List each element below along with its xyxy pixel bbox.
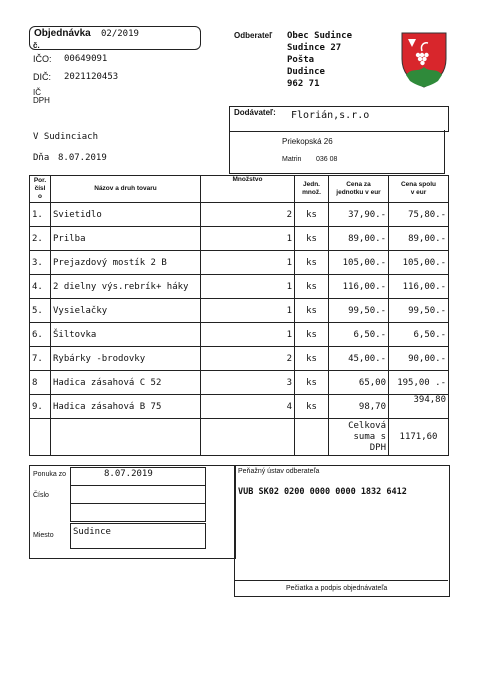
- order-number: 02/2019: [101, 29, 139, 39]
- order-label: Objednávka: [34, 28, 91, 39]
- ico-label: IČO:: [33, 54, 52, 64]
- buyer-line-2: Sudince 27: [287, 43, 342, 53]
- date-label: Dňa: [33, 153, 50, 163]
- item-name: Hadica zásahová C 52: [51, 371, 201, 395]
- bank-label: Peňažný ústav odberateľa: [238, 468, 320, 475]
- col-header-no: Por. čísl o: [30, 176, 51, 203]
- number-field: [70, 485, 206, 504]
- item-name: Hadica zásahová B 75: [51, 395, 201, 419]
- icdph-label-1: IČ: [33, 88, 41, 97]
- item-qty: 1: [201, 275, 295, 299]
- item-total: 90,00.-: [389, 347, 449, 371]
- offer-label: Ponuka zo: [33, 471, 67, 478]
- item-name: 2 dielny výs.rebrík+ háky: [51, 275, 201, 299]
- number-label: Číslo: [33, 492, 49, 499]
- item-name: Šiltovka: [51, 323, 201, 347]
- place-value: Sudince: [73, 527, 111, 537]
- dic-value: 2021120453: [64, 72, 119, 82]
- item-unit: ks: [295, 371, 329, 395]
- table-row: [30, 275, 449, 299]
- item-price: 105,00.-: [329, 251, 389, 275]
- sum-row: [30, 419, 449, 456]
- item-total: 105,00.-: [389, 251, 449, 275]
- item-total: 116,00.-: [389, 275, 449, 299]
- table-row: [30, 371, 449, 395]
- supplier-city: Matrin: [282, 156, 302, 163]
- col-header-price: Cena za jednotku v eur: [329, 176, 389, 203]
- item-unit: ks: [295, 299, 329, 323]
- item-price: 99,50.-: [329, 299, 389, 323]
- table-row: [30, 395, 449, 419]
- col-header-unit: Jedn. množ.: [295, 176, 329, 203]
- place-label: Miesto: [33, 532, 54, 539]
- order-number-label: č.: [33, 41, 40, 50]
- table-row: [30, 347, 449, 371]
- buyer-label: Odberateľ: [234, 31, 273, 40]
- row-number: 6.: [30, 323, 51, 347]
- place-text: V Sudinciach: [33, 132, 99, 142]
- sum-value: 1171,60: [389, 419, 449, 456]
- supplier-zip: 036 08: [316, 156, 338, 163]
- item-qty: 1: [201, 251, 295, 275]
- item-price: 116,00.-: [329, 275, 389, 299]
- number-field-2: [70, 503, 206, 522]
- item-qty: 4: [201, 395, 295, 419]
- row-number: 8: [30, 371, 51, 395]
- table-row: [30, 203, 449, 227]
- item-price: 6,50.-: [329, 323, 389, 347]
- table-row: [30, 227, 449, 251]
- item-unit: ks: [295, 275, 329, 299]
- items-table: [29, 175, 449, 456]
- coat-of-arms-icon: [398, 29, 450, 89]
- buyer-line-3: Pošta: [287, 55, 315, 65]
- item-total: 6,50.-: [389, 323, 449, 347]
- buyer-line-1: Obec Sudince: [287, 31, 353, 41]
- item-qty: 2: [201, 203, 295, 227]
- date-value: 8.07.2019: [58, 153, 107, 163]
- sum-empty-cell: [295, 419, 329, 456]
- signature-line: [234, 580, 448, 581]
- item-qty: 1: [201, 227, 295, 251]
- row-number: 9.: [30, 395, 51, 419]
- sum-empty-cell: [201, 419, 295, 456]
- icdph-label-2: DPH: [33, 96, 50, 105]
- item-price: 98,70: [329, 395, 389, 419]
- col-header-qty: Množstvo: [201, 176, 295, 203]
- supplier-name: Florián,s.r.o: [291, 110, 370, 121]
- item-qty: 2: [201, 347, 295, 371]
- sum-empty-cell: [51, 419, 201, 456]
- item-name: Prilba: [51, 227, 201, 251]
- row-number: 4.: [30, 275, 51, 299]
- item-qty: 3: [201, 371, 295, 395]
- item-total: 394,80: [389, 395, 449, 419]
- item-unit: ks: [295, 323, 329, 347]
- item-unit: ks: [295, 227, 329, 251]
- table-row: [30, 251, 449, 275]
- table-row: [30, 323, 449, 347]
- buyer-line-5: 962 71: [287, 79, 320, 89]
- item-name: Vysielačky: [51, 299, 201, 323]
- col-header-name: Názov a druh tovaru: [51, 176, 201, 203]
- buyer-line-4: Dudince: [287, 67, 325, 77]
- row-number: 5.: [30, 299, 51, 323]
- supplier-label: Dodávateľ:: [234, 108, 276, 117]
- item-unit: ks: [295, 251, 329, 275]
- table-row: [30, 299, 449, 323]
- sum-label: Celková suma s DPH: [329, 419, 389, 456]
- footer-right-box: [234, 465, 450, 597]
- item-name: Prejazdový mostík 2 B: [51, 251, 201, 275]
- bank-value: VUB SK02 0200 0000 0000 1832 6412: [238, 487, 407, 497]
- table-header-row: [30, 176, 449, 203]
- item-unit: ks: [295, 347, 329, 371]
- item-price: 37,90.-: [329, 203, 389, 227]
- ico-value: 00649091: [64, 54, 108, 64]
- item-price: 89,00.-: [329, 227, 389, 251]
- item-total: 75,80.-: [389, 203, 449, 227]
- item-qty: 1: [201, 299, 295, 323]
- item-total: 99,50.-: [389, 299, 449, 323]
- dic-label: DIČ:: [33, 72, 51, 82]
- supplier-address-box: [229, 130, 445, 174]
- item-price: 45,00.-: [329, 347, 389, 371]
- item-total: 89,00.-: [389, 227, 449, 251]
- item-total: 195,00 .-: [389, 371, 449, 395]
- offer-value: 8.07.2019: [104, 469, 153, 479]
- item-name: Svietidlo: [51, 203, 201, 227]
- row-number: 7.: [30, 347, 51, 371]
- item-price: 65,00: [329, 371, 389, 395]
- row-number: 3.: [30, 251, 51, 275]
- col-header-total: Cena spolu v eur: [389, 176, 449, 203]
- item-qty: 1: [201, 323, 295, 347]
- signature-label: Pečiatka a podpis objednávateľa: [286, 585, 388, 592]
- supplier-street: Priekopská 26: [282, 137, 333, 146]
- item-unit: ks: [295, 203, 329, 227]
- row-number: 2.: [30, 227, 51, 251]
- sum-empty-cell: [30, 419, 51, 456]
- row-number: 1.: [30, 203, 51, 227]
- item-unit: ks: [295, 395, 329, 419]
- item-name: Rybárky -brodovky: [51, 347, 201, 371]
